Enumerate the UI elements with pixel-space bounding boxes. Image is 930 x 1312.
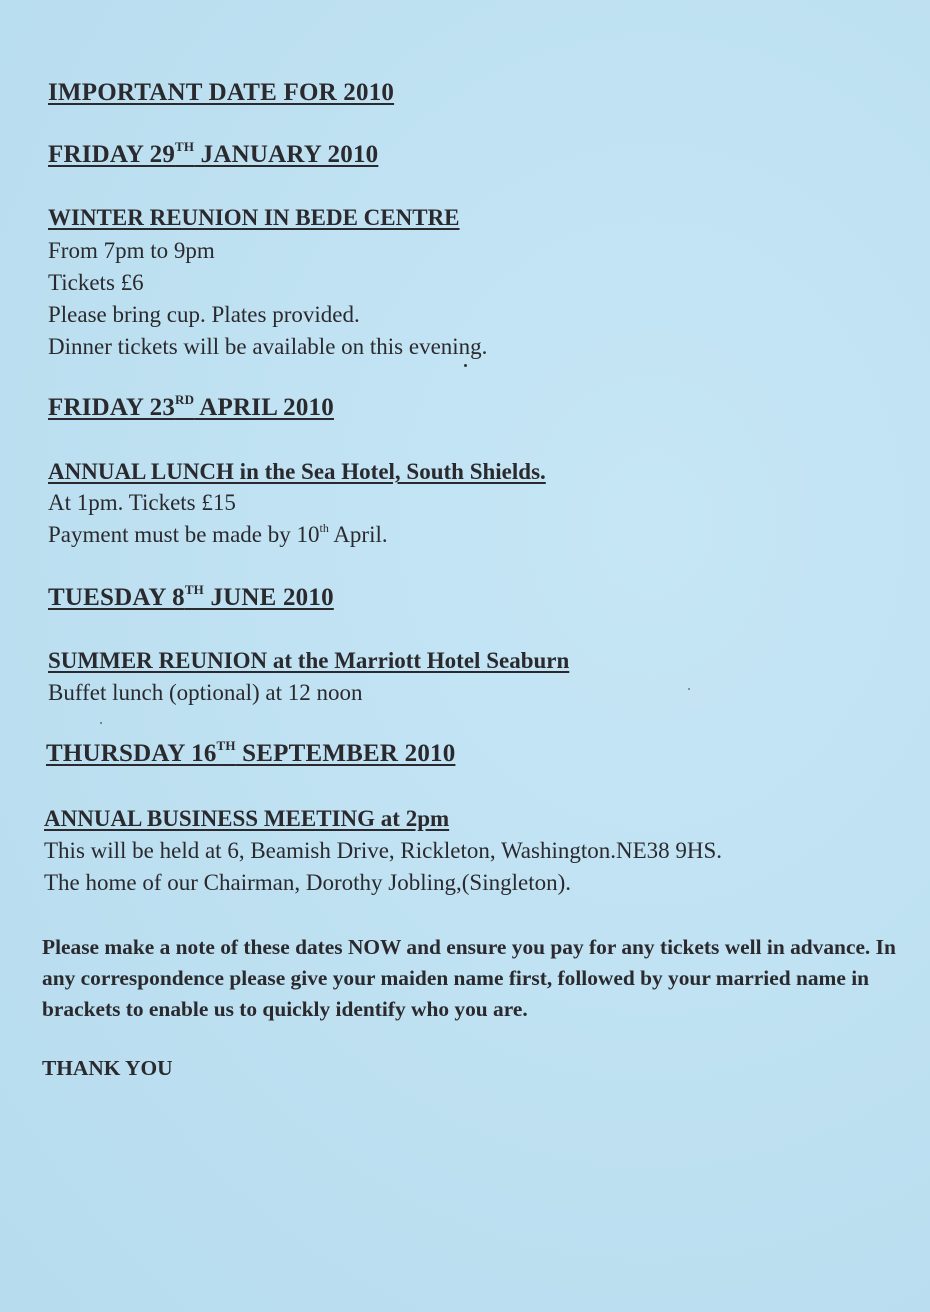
event-detail-line: At 1pm. Tickets £15 [48,490,236,515]
event-detail-line: Buffet lunch (optional) at 12 noon [48,680,363,705]
event-date-heading: TUESDAY 8TH JUNE 2010 [48,582,334,611]
event-detail-line: Please bring cup. Plates provided. [48,302,360,327]
page-title: IMPORTANT DATE FOR 2010 [48,79,395,106]
event-title: SUMMER REUNION at the Marriott Hotel Seaburn [48,648,570,673]
paper-speck [100,722,102,724]
event-detail-line: Tickets £6 [48,270,144,295]
event-detail-line: This will be held at 6, Beamish Drive, Rickleton, Washington.NE38 9HS. [44,838,723,863]
paper-speck [688,688,690,690]
event-detail-line: Dinner tickets will be available on this evening. [48,334,488,359]
event-date-heading: FRIDAY 29TH JANUARY 2010 [48,139,379,168]
paper-speck [464,364,467,367]
event-title: ANNUAL BUSINESS MEETING at 2pm [44,806,450,831]
event-title: ANNUAL LUNCH in the Sea Hotel, South Shields. [48,459,546,484]
event-date-heading: THURSDAY 16TH SEPTEMBER 2010 [46,738,456,767]
event-title: WINTER REUNION IN BEDE CENTRE [48,205,460,230]
event-detail-line: From 7pm to 9pm [48,238,215,263]
event-date-heading: FRIDAY 23RD APRIL 2010 [48,392,334,421]
event-detail-line: The home of our Chairman, Dorothy Jobling,(Singleton). [44,870,572,895]
event-detail-line: Payment must be made by 10th April. [48,521,388,547]
closing-note: Please make a note of these dates NOW and ensure you pay for any tickets well in advance. In any correspondence please give your maiden name first, followed by your married name in brackets to enable us to quickly identify who you are. [42,935,896,1021]
thank-you-text: THANK YOU [42,1056,173,1080]
